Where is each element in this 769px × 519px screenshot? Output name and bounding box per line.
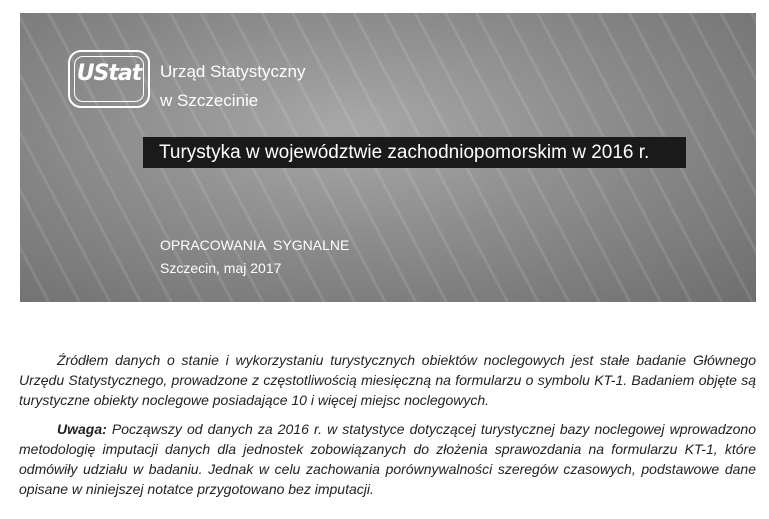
publication-title: Turystyka w województwie zachodniopomorskim w 2016 r.: [143, 137, 686, 168]
org-line-2: w Szczecinie: [160, 91, 259, 110]
logo-text: UStat: [76, 61, 142, 86]
paragraph-source: Źródłem danych o stanie i wykorzystaniu turystycznych obiektów noclegowych jest stałe badanie Głównego Urzędu Statystycznego, prowadzone z częstotliwością miesięczną na formularzu o symbolu KT-1. Badaniem objęte są turystyczne obiekty noclegowe posiadające 10 i więcej miejsc noclegowych.: [19, 352, 756, 408]
cover-banner: [20, 13, 756, 302]
place-date: Szczecin, maj 2017: [160, 260, 282, 276]
note-text: Począwszy od danych za 2016 r. w statystyce dotyczącej turystycznej bazy noclegowej wprowadzono metodologię imputacji danych dla jednostek zobowiązanych do złożenia sprawozdania na formularzu KT-1, które odmówiły udziału w badaniu. Jednak w celu zachowania porównywalności szeregów czasowych, podstawowe dane opisane w niniejszej notatce przygotowano bez imputacji.: [19, 421, 756, 497]
series-info: [160, 234, 349, 280]
organization-name: [160, 57, 306, 115]
document-body: [19, 350, 756, 508]
paragraph-note: [19, 419, 756, 499]
note-label: Uwaga:: [57, 421, 107, 437]
ustat-logo: [68, 50, 150, 108]
org-line-1: Urząd Statystyczny: [160, 62, 306, 81]
series-name: OPRACOWANIA SYGNALNE: [160, 237, 350, 253]
